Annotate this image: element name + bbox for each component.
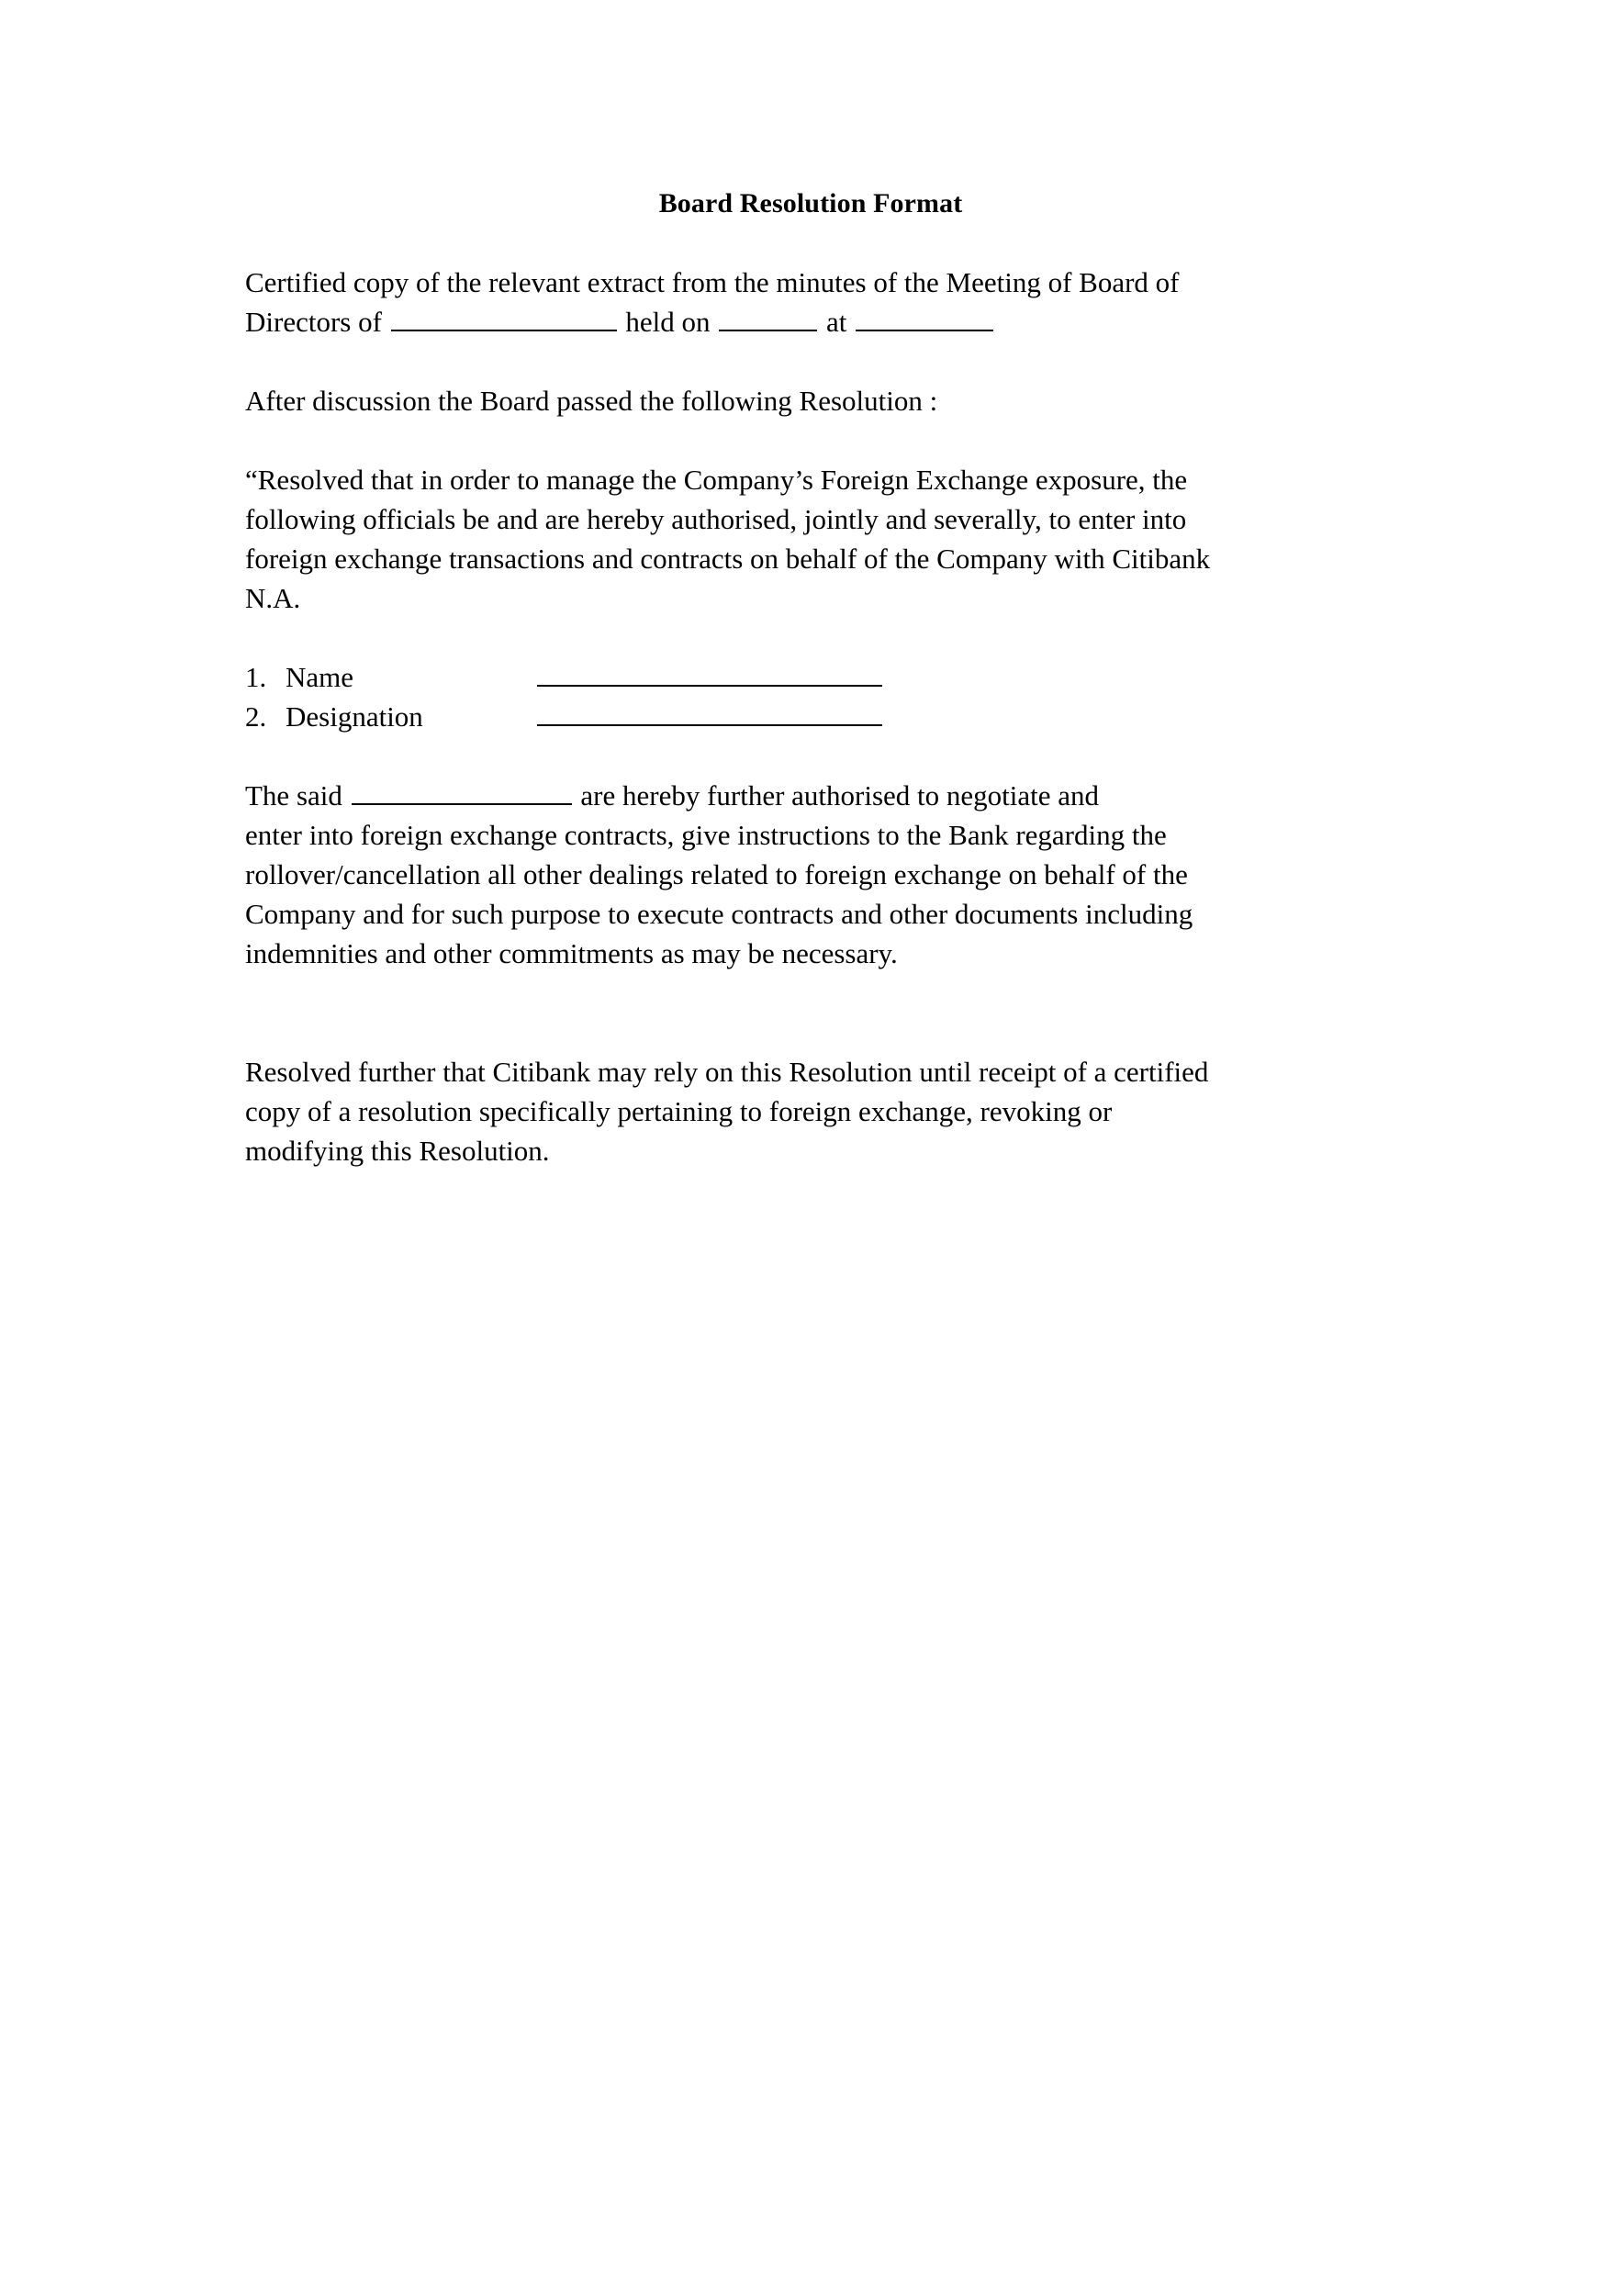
list-item-number: 2.	[245, 700, 267, 733]
spacer	[245, 618, 1376, 657]
authority-line-3: rollover/cancellation all other dealings related to foreign exchange on behalf of the	[245, 858, 1188, 890]
after-discussion-paragraph	[245, 381, 1376, 420]
spacer	[245, 223, 1376, 263]
authorised-persons-blank[interactable]	[352, 778, 572, 805]
spacer	[245, 341, 1376, 381]
authority-line-1-rest: are hereby further authorised to negotiate and	[573, 779, 1100, 812]
intro-line-2	[245, 302, 1376, 341]
company-name-blank[interactable]	[391, 304, 617, 331]
spacer	[245, 736, 1376, 776]
intro-directors-label: Directors of	[245, 306, 389, 338]
list-item-label: Designation	[286, 700, 423, 733]
meeting-date-blank[interactable]	[719, 304, 817, 331]
reliance-paragraph	[245, 1052, 1376, 1170]
document-body	[245, 184, 1376, 1170]
after-discussion-line: After discussion the Board passed the following Resolution :	[245, 385, 938, 417]
officials-list	[245, 657, 1376, 736]
resolution-line-3: foreign exchange transactions and contracts on behalf of the Company with Citibank	[245, 543, 1211, 575]
authority-line-5: indemnities and other commitments as may be necessary.	[245, 937, 898, 969]
list-item	[245, 657, 1376, 697]
intro-line-1: Certified copy of the relevant extract from the minutes of the Meeting of Board of	[245, 266, 1180, 298]
meeting-place-blank[interactable]	[856, 304, 993, 331]
official-designation-blank[interactable]	[537, 724, 882, 726]
intro-at-label: at	[819, 306, 855, 338]
intro-held-on-label: held on	[618, 306, 718, 338]
resolution-line-2: following officials be and are hereby authorised, jointly and severally, to enter into	[245, 503, 1187, 535]
page-title: Board Resolution Format	[658, 188, 963, 218]
list-item	[245, 697, 1376, 736]
resolution-line-4: N.A.	[245, 582, 301, 614]
authority-line-1	[245, 776, 1376, 815]
spacer	[245, 420, 1376, 460]
authority-the-said-label: The said	[245, 779, 350, 812]
authority-line-4: Company and for such purpose to execute contracts and other documents including	[245, 898, 1193, 930]
spacer	[245, 973, 1376, 1013]
resolution-paragraph	[245, 460, 1376, 618]
reliance-line-1: Resolved further that Citibank may rely on this Resolution until receipt of a certified	[245, 1056, 1209, 1088]
official-name-blank[interactable]	[537, 685, 882, 687]
list-item-number: 1.	[245, 661, 267, 693]
intro-paragraph	[245, 263, 1376, 341]
authority-line-2: enter into foreign exchange contracts, give instructions to the Bank regarding the	[245, 819, 1167, 851]
list-item-label: Name	[286, 661, 354, 693]
authority-paragraph	[245, 776, 1376, 973]
reliance-line-3: modifying this Resolution.	[245, 1135, 550, 1167]
spacer	[245, 1013, 1376, 1052]
resolution-line-1: “Resolved that in order to manage the Company’s Foreign Exchange exposure, the	[245, 464, 1188, 496]
reliance-line-2: copy of a resolution specifically pertaining to foreign exchange, revoking or	[245, 1095, 1113, 1127]
